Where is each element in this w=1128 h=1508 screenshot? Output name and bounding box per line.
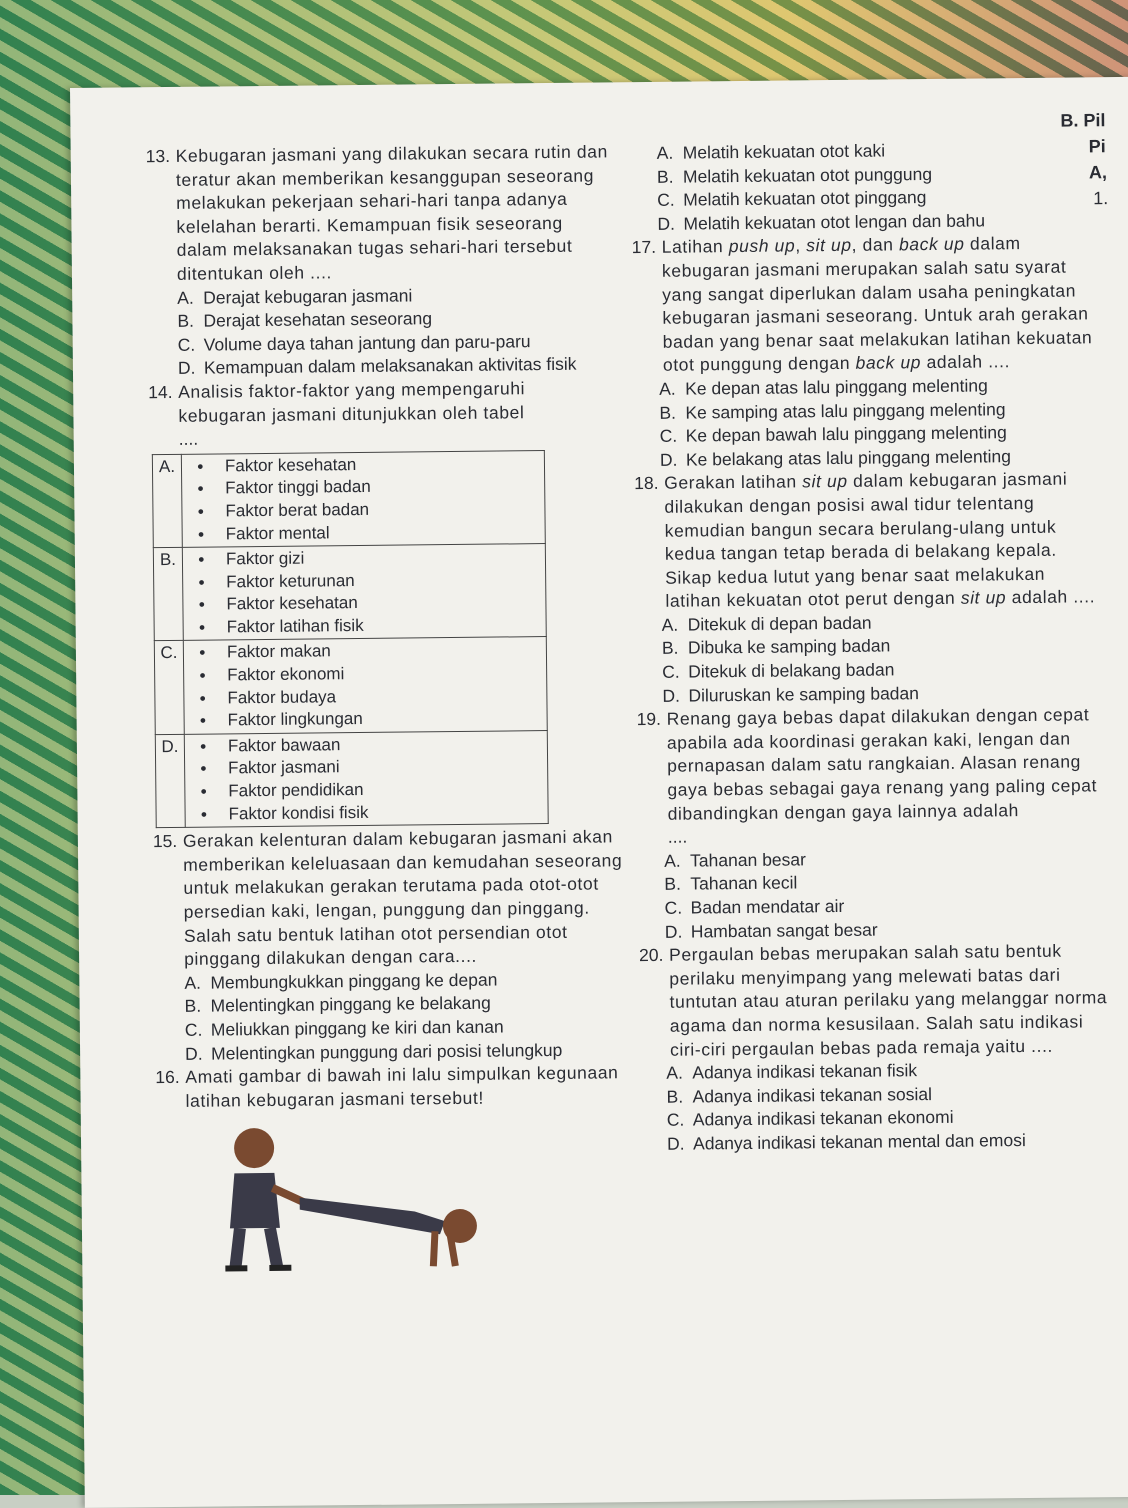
list-item: ● Faktor kesehatan [183,452,543,478]
question-text: Renang gaya bebas dapat dilakukan dengan cepat apabila ada koordinasi gerakan kaki, lengan dan pernapasan dalam satu rangkaian. Alasan renang gaya bebas sebagai gaya renang yang paling cepat dibandingkan dengan gaya lainnya adalah [666,704,1098,824]
question-16: 16. Amati gambar di bawah ini lalu simpulkan kegunaan latihan kebugaran jasmani tersebut! [155,1061,627,1286]
option-text: Ke samping atas lalu pinggang melenting [685,398,1006,423]
exercise-illustration [184,1116,516,1279]
question-text: Gerakan latihan sit up dalam kebugaran jasmani dilakukan dengan posisi awal tidur telentang kemudian bangun secara berulang-ulang untuk kedua tangan tetap berada di belakang kepala. Sikap kedua lutut yang benar saat melakukan latihan kekuatan otot perut dengan sit up adalah .... [664,468,1096,612]
option-text: Melatih kekuatan otot pinggang [683,187,927,210]
list-item: ● Faktor keturunan [184,568,544,594]
question-text: Latihan push up, sit up, dan back up dalam kebugaran jasmani merupakan salah satu syarat yang sangat diperlukan dalam usaha peningkatan kebugaran jasmani seseorang. Untuk arah gerakan badan yang benar saat melakukan latihan kekuatan otot punggung dengan back up adalah .... [661,233,1093,376]
question-18: 18. Gerakan latihan sit up dalam kebugaran jasmani dilakukan dengan posisi awal tidur telentang kemudian bangun secara berulang-ulang untuk kedua tangan tetap berada di belakang kepala. Sikap kedua lutut yang benar saat melakukan latihan kekuatan otot perut dengan sit up adalah .... A. Ditekuk di depan badan B. Dibuka ke samping badan C. Ditekuk di belakang badan D. Diluruskan ke samping badan [634,468,1106,709]
list-item: ● Faktor berat badan [183,497,543,523]
option-text: Adanya indikasi tekanan ekonomi [692,1107,954,1130]
option-text: Ditekuk di depan badan [687,612,872,635]
option-text: Melentingkan pinggang ke belakang [210,993,491,1016]
next-column-fragment: B. Pil Pi A, 1. [1060,110,1109,209]
list-item: ● Faktor mental [184,520,544,546]
list-item: ● Faktor kesehatan [184,590,544,616]
question-14: 14. Analisis faktor-faktor yang mempengaruhi kebugaran jasmani ditunjukkan oleh tabel .... A. ● Faktor kesehatan ● Faktor tinggi badan ● Faktor berat badan ● Faktor mental B. ● Faktor gizi ● Faktor keturunan ● Faktor kesehatan ● Faktor latihan fisik C. ● Faktor makan ● Faktor ekonomi ● Faktor budaya ● Faktor lingkungan D. ● Faktor bawaan ● Faktor jasmani ● Faktor pendidikan ● Faktor kondisi fisik [148,376,623,828]
list-item: ● Faktor makan [185,639,545,665]
left-column [146,140,628,1286]
option-text: Adanya indikasi tekanan mental dan emosi [692,1129,1026,1154]
list-item: ● Faktor kondisi fisik [186,800,546,826]
question-text: Gerakan kelenturan dalam kebugaran jasmani akan memberikan keleluasaan dan kemudahan seseorang untuk melakukan gerakan terutama pada otot-otot persedian kaki, lengan, punggung dan pinggang. Salah satu bentuk latihan otot persendian otot pinggang dilakukan dengan cara.... [182,826,623,970]
option-text: Derajat kebugaran jasmani [203,284,413,308]
question-13: 13. Kebugaran jasmani yang dilakukan secara rutin dan teratur akan memberikan kesanggupan seseorang melakukan pekerjaan sehari-hari tanpa adanya kelelahan berarti. Kemampuan fisik seseorang dalam melaksanakan tugas sehari-hari tersebut ditentukan oleh .... A. Derajat kebugaran jasmani B. Derajat kesehatan seseorang C. Volume daya tahan jantung dan paru-paru D. Kemampuan dalam melaksanakan aktivitas fisik [146,140,618,381]
option-text: Melatih kekuatan otot punggung [682,163,933,187]
list-item: ● Faktor budaya [185,684,545,710]
option-text: Volume daya tahan jantung dan paru-paru [203,330,531,355]
question-text: Kebugaran jasmani yang dilakukan secara rutin dan teratur akan memberikan kesanggupan seseorang melakukan pekerjaan sehari-hari tanpa adanya kelelahan berarti. Kemampuan fisik seseorang dalam melaksanakan tugas sehari-hari tersebut ditentukan oleh .... [175,141,608,284]
option-text: Diluruskan ke samping badan [688,682,920,706]
option-text: Melentingkan punggung dari posisi telungkup [211,1039,563,1064]
option-text: Meliukkan pinggang ke kiri dan kanan [210,1016,504,1040]
table-row: A. ● Faktor kesehatan ● Faktor tinggi badan ● Faktor berat badan ● Faktor mental [152,450,545,547]
option-text: Melatih kekuatan otot lengan dan bahu [683,210,986,234]
worksheet-page [70,77,1128,1508]
factor-table [152,450,549,829]
list-item: ● Faktor bawaan [186,732,546,758]
option-text: Adanya indikasi tekanan sosial [692,1083,933,1107]
option-text: Adanya indikasi tekanan fisik [692,1060,918,1083]
question-15: 15. Gerakan kelenturan dalam kebugaran jasmani akan memberikan keleluasaan dan kemudahan seseorang untuk melakukan gerakan terutama pada otot-otot persedian kaki, lengan, punggung dan pinggang. Salah satu bentuk latihan otot persendian otot pinggang dilakukan dengan cara.... A. Membungkukkan pinggang ke depan B. Melentingkan pinggang ke belakang C. Meliukkan pinggang ke kiri dan kanan D. Melentingkan punggung dari posisi telungkup [153,825,625,1066]
child-body [229,1173,280,1229]
question-20: 20. Pergaulan bebas merupakan salah satu bentuk perilaku menyimpang yang melewati batas dari tuntutan atau aturan perilaku yang melanggar norma agama dan norma kesusilaan. Salah satu indikasi ciri-ciri pergaulan bebas pada remaja yaitu .... A. Adanya indikasi tekanan fisik B. Adanya indikasi tekanan sosial C. Adanya indikasi tekanan ekonomi D. Adanya indikasi tekanan mental dan emosi [639,939,1111,1156]
question-19: 19. Renang gaya bebas dapat dilakukan dengan cepat apabila ada koordinasi gerakan kaki, lengan dan pernapasan dalam satu rangkaian. Alasan renang gaya bebas sebagai gaya renang yang paling cepat dibandingkan dengan gaya lainnya adalah .... A. Tahanan besar B. Tahanan kecil C. Badan mendatar air D. Hambatan sangat besar [637,703,1109,944]
list-item: ● Faktor latihan fisik [185,613,545,639]
option-text: Membungkukkan pinggang ke depan [210,969,498,993]
option-text: Tahanan kecil [690,872,798,894]
table-row: D. ● Faktor bawaan ● Faktor jasmani ● Faktor pendidikan ● Faktor kondisi fisik [155,730,548,827]
option-text: Derajat kesehatan seseorang [203,308,433,331]
question-text: Amati gambar di bawah ini lalu simpulkan kegunaan latihan kebugaran jasmani tersebut! [185,1062,619,1111]
option-text: Dibuka ke samping badan [687,635,891,659]
option-text: Ke depan bawah lalu pinggang melenting [685,422,1007,446]
option-text: Ke belakang atas lalu pinggang melenting [685,445,1011,470]
right-column [631,137,1112,1156]
option-text: Kemampuan dalam melaksanakan aktivitas fisik [203,354,577,378]
option-text: Ke depan atas lalu pinggang melenting [685,375,988,399]
question-16-options: A. Melatih kekuatan otot kaki B. Melatih kekuatan otot punggung C. Melatih kekuatan otot pinggang D. Melatih kekuatan otot lengan dan bahu [631,137,1102,236]
partner-body [300,1196,445,1236]
list-item: ● Faktor gizi [184,545,544,571]
question-17: 17. Latihan push up, sit up, dan back up dalam kebugaran jasmani merupakan salah satu syarat yang sangat diperlukan dalam usaha peningkatan kebugaran jasmani seseorang. Untuk arah gerakan badan yang benar saat melakukan latihan kekuatan otot punggung dengan back up adalah .... A. Ke depan atas lalu pinggang melenting B. Ke samping atas lalu pinggang melenting C. Ke depan bawah lalu pinggang melenting D. Ke belakang atas lalu pinggang melenting [632,232,1104,473]
option-text: Melatih kekuatan otot kaki [682,140,886,163]
list-item: ● Faktor jasmani [186,754,546,780]
question-text: Pergaulan bebas merupakan salah satu bentuk perilaku menyimpang yang melewati batas dari tuntutan atau aturan perilaku yang melanggar norma agama dan norma kesusilaan. Salah satu indikasi ciri-ciri pergaulan bebas pada remaja yaitu .... [669,940,1108,1060]
table-row: C. ● Faktor makan ● Faktor ekonomi ● Faktor budaya ● Faktor lingkungan [154,637,547,734]
list-item: ● Faktor lingkungan [186,706,546,732]
option-text: Tahanan besar [690,849,807,871]
option-text: Badan mendatar air [690,895,845,918]
list-item: ● Faktor tinggi badan [183,474,543,500]
question-text: Analisis faktor-faktor yang mempengaruhi kebugaran jasmani ditunjukkan oleh tabel [178,378,526,426]
child-head [234,1128,274,1168]
list-item: ● Faktor pendidikan [186,777,546,803]
option-text: Hambatan sangat besar [690,919,878,942]
table-row: B. ● Faktor gizi ● Faktor keturunan ● Faktor kesehatan ● Faktor latihan fisik [153,544,546,641]
list-item: ● Faktor ekonomi [185,661,545,687]
option-text: Ditekuk di belakang badan [688,659,895,682]
